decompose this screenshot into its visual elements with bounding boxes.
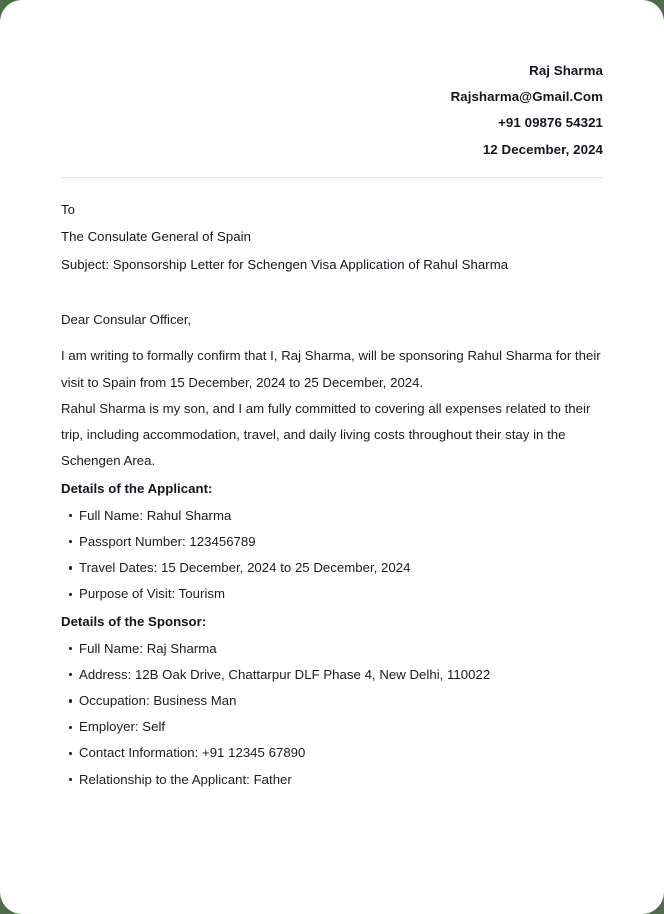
- subject-line: Subject: Sponsorship Letter for Schengen Visa Application of Rahul Sharma: [61, 256, 509, 272]
- sender-email: Rajsharma@Gmail.Com: [450, 89, 603, 105]
- document-content: [61, 0, 603, 793]
- recipient-name: The Consulate General of Spain: [61, 229, 251, 245]
- applicant-details-list: [61, 503, 603, 608]
- salutation: Dear Consular Officer,: [61, 312, 192, 328]
- list-item: Contact Information: +91 12345 67890: [61, 740, 603, 766]
- letterhead: [61, 0, 603, 163]
- list-item: Address: 12B Oak Drive, Chattarpur DLF Phase 4, New Delhi, 110022: [61, 662, 603, 688]
- addressee-block: [61, 196, 603, 279]
- header-divider: [61, 177, 603, 178]
- sender-phone: +91 09876 54321: [498, 115, 603, 131]
- list-item: Full Name: Raj Sharma: [61, 636, 603, 662]
- applicant-heading: Details of the Applicant:: [61, 481, 213, 497]
- letter-body: [61, 307, 603, 474]
- list-item: Passport Number: 123456789: [61, 529, 603, 555]
- list-item: Purpose of Visit: Tourism: [61, 581, 603, 607]
- list-item: Full Name: Rahul Sharma: [61, 503, 603, 529]
- list-item: Relationship to the Applicant: Father: [61, 767, 603, 793]
- sponsor-heading: Details of the Sponsor:: [61, 614, 207, 630]
- list-item: Travel Dates: 15 December, 2024 to 25 December, 2024: [61, 555, 603, 581]
- body-paragraph-2: Rahul Sharma is my son, and I am fully committed to covering all expenses related to their trip, including accommodation, travel, and daily living costs throughout their stay in the Schengen Area.: [61, 400, 591, 469]
- sender-name: Raj Sharma: [529, 63, 603, 78]
- body-paragraph-1: I am writing to formally confirm that I, Raj Sharma, will be sponsoring Rahul Sharma for their visit to Spain from 15 December, 2024 to 25 December, 2024.: [61, 348, 601, 390]
- letter-date: 12 December, 2024: [482, 141, 603, 157]
- list-item: Occupation: Business Man: [61, 688, 603, 714]
- list-item: Employer: Self: [61, 714, 603, 740]
- sponsor-details-list: [61, 636, 603, 793]
- to-label: To: [61, 201, 76, 217]
